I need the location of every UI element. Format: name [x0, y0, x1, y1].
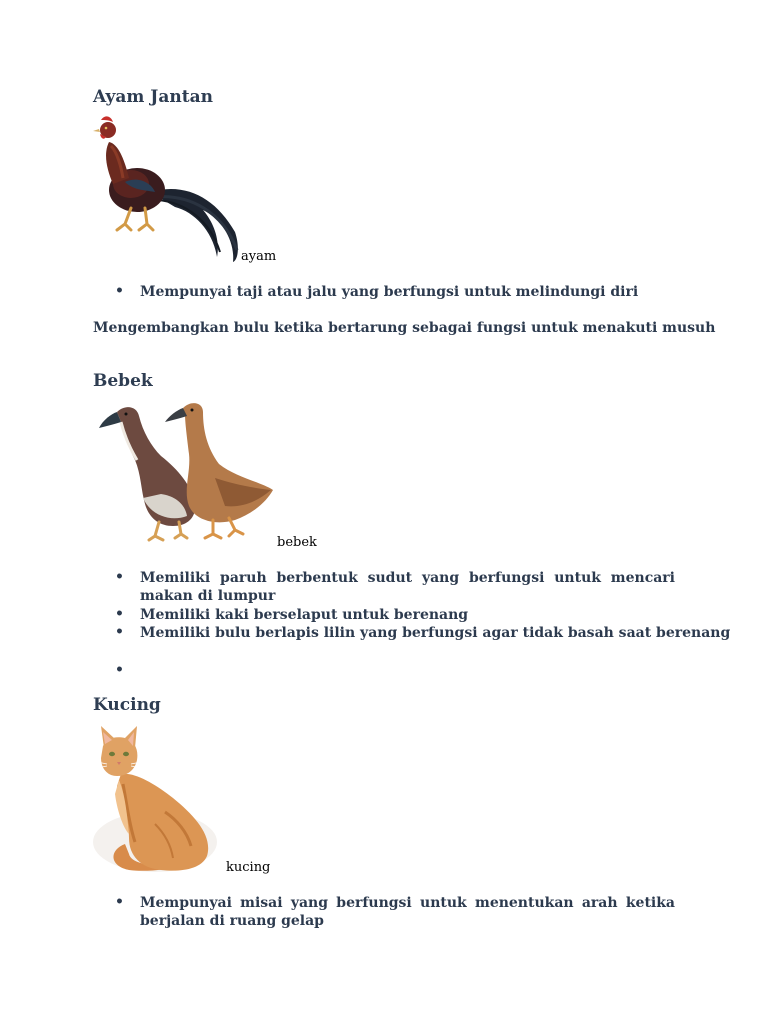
- rooster-icon: [95, 112, 245, 264]
- list-item: [115, 894, 685, 932]
- list-item: [115, 283, 685, 303]
- heading-bebek: Bebek: [93, 371, 153, 391]
- bullet-icon: •: [115, 662, 124, 678]
- image-caption: bebek: [277, 535, 317, 550]
- list-item-text: Mempunyai misai yang berfungsi untuk menentukan arah ketika berjalan di ruang gelap: [140, 895, 675, 929]
- list-item-text: Mempunyai taji atau jalu yang berfungsi untuk melindungi diri: [140, 284, 639, 300]
- image-caption: kucing: [226, 860, 271, 875]
- cat-icon: [95, 724, 220, 874]
- bullet-icon: •: [115, 624, 124, 640]
- bullet-icon: •: [115, 894, 124, 910]
- list-item-text: Memiliki paruh berbentuk sudut yang berfungsi untuk mencari makan di lumpur: [140, 570, 675, 604]
- heading-ayam-jantan: Ayam Jantan: [93, 87, 213, 107]
- image-caption: ayam: [241, 249, 277, 264]
- bullet-icon: •: [115, 283, 124, 299]
- list-item-text: Memiliki kaki berselaput untuk berenang: [140, 607, 469, 623]
- bullet-icon: •: [115, 606, 124, 622]
- list-item: [115, 569, 685, 607]
- paragraph: Mengembangkan bulu ketika bertarung sebagai fungsi untuk menakuti musuh: [93, 320, 716, 336]
- bullet-icon: •: [115, 569, 124, 585]
- heading-kucing: Kucing: [93, 695, 161, 715]
- list-item: [115, 606, 685, 626]
- ducks-icon: [95, 398, 275, 546]
- list-item: [115, 662, 685, 682]
- list-item-text: Memiliki bulu berlapis lilin yang berfungsi agar tidak basah saat berenang: [140, 625, 731, 641]
- list-item: [115, 624, 731, 644]
